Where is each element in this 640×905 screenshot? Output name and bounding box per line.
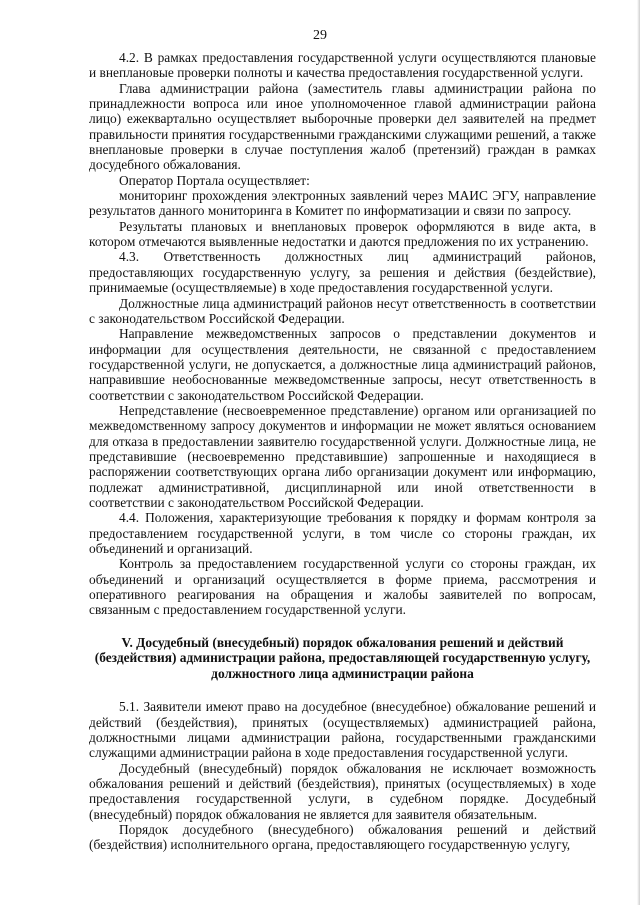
paragraph-4-2: 4.2. В рамках предоставления государственной услуги осуществляются плановые и внеплановые проверки полноты и качества предоставления государственной услуги. bbox=[89, 50, 596, 81]
section-v-heading bbox=[89, 635, 596, 682]
paragraph-inspection-results: Результаты плановых и внеплановых проверок оформляются в виде акта, в котором отмечаются выявленные недостатки и даются предложения по их устранению. bbox=[89, 218, 596, 250]
document-body bbox=[89, 50, 596, 853]
section-heading-line-3: должностного лица администрации района bbox=[211, 665, 474, 681]
paragraph-4-4: 4.4. Положения, характеризующие требования к порядку и формам контроля за предоставлением государственной услуги, в том числе со стороны граждан, их объединений и организаций. bbox=[89, 510, 596, 556]
paragraph-appeal-procedure: Порядок досудебного (внесудебного) обжалования решений и действий (бездействия) исполнительного органа, предоставляющего государственную услугу, bbox=[89, 821, 596, 853]
paragraph-head-of-administration: Глава администрации района (заместитель главы администрации района по принадлежности вопроса или иное уполномоченное главой администрации района лицо) ежеквартально осуществляет выборочные проверки дел заявителей на предмет правильности принятия государственными гражданскими служащими решений, а также внеплановые проверки в случае поступления жалоб (претензий) граждан в рамках досудебного обжалования. bbox=[89, 80, 596, 173]
paragraph-monitoring: мониторинг прохождения электронных заявлений через МАИС ЭГУ, направление результатов данного мониторинга в Комитет по информатизации и связи по запросу. bbox=[89, 188, 596, 219]
paragraph-citizen-control: Контроль за предоставлением государственной услуги со стороны граждан, их объединений и организаций осуществляется в форме приема, рассмотрения и оперативного реагирования на обращения и жалобы заявителей по вопросам, связанным с предоставлением государственной услуги. bbox=[89, 556, 596, 618]
paragraph-officials-responsibility: Должностные лица администраций районов несут ответственность в соответствии с законодательством Российской Федерации. bbox=[89, 295, 596, 326]
section-heading-line-2: (бездействия) администрации района, предоставляющей государственную услугу, bbox=[94, 650, 591, 666]
paragraph-5-1: 5.1. Заявители имеют право на досудебное (внесудебное) обжалование решений и действий (бездействия), принятых (осуществляемых) администрацией района, должностными лицами администрации района, государственными гражданскими служащими администрации района в ходе предоставления государственной услуги. bbox=[89, 699, 596, 761]
paragraph-non-submission: Непредставление (несвоевременное представление) органом или организацией по межведомственному запросу документов и информации не может являться основанием для отказа в предоставлении заявителю государственной услуги. Должностные лица, не представившие (несвоевременно представившие) запрошенные и находящиеся в распоряжении соответствующих органа либо организации документ или информацию, подлежат административной, дисциплинарной или иной ответственности в соответствии с законодательством Российской Федерации. bbox=[89, 402, 596, 510]
page-number: 29 bbox=[313, 28, 327, 43]
paragraph-4-3: 4.3. Ответственность должностных лиц администраций районов, предоставляющих государственную услугу, за решения и действия (бездействие), принимаемые (осуществляемые) в ходе предоставления государственной услуги. bbox=[89, 249, 596, 296]
section-heading-line-1: V. Досудебный (внесудебный) порядок обжалования решений и действий bbox=[121, 634, 564, 650]
paragraph-portal-operator: Оператор Портала осуществляет: bbox=[119, 172, 310, 188]
paragraph-pretrial-procedure: Досудебный (внесудебный) порядок обжалования не исключает возможность обжалования решений и действий (бездействия), принятых (осуществляемых) в ходе предоставления государственной услуги, в судебном порядке. Досудебный (внесудебный) порядок обжалования не является для заявителя обязательным. bbox=[89, 760, 596, 822]
paragraph-interagency-requests: Направление межведомственных запросов о представлении документов и информации для осуществления деятельности, не связанной с предоставлением государственной услуги, не допускается, а должностные лица администраций районов, направившие необоснованные межведомственные запросы, несут ответственность в соответствии с законодательством Российской Федерации. bbox=[89, 326, 596, 403]
